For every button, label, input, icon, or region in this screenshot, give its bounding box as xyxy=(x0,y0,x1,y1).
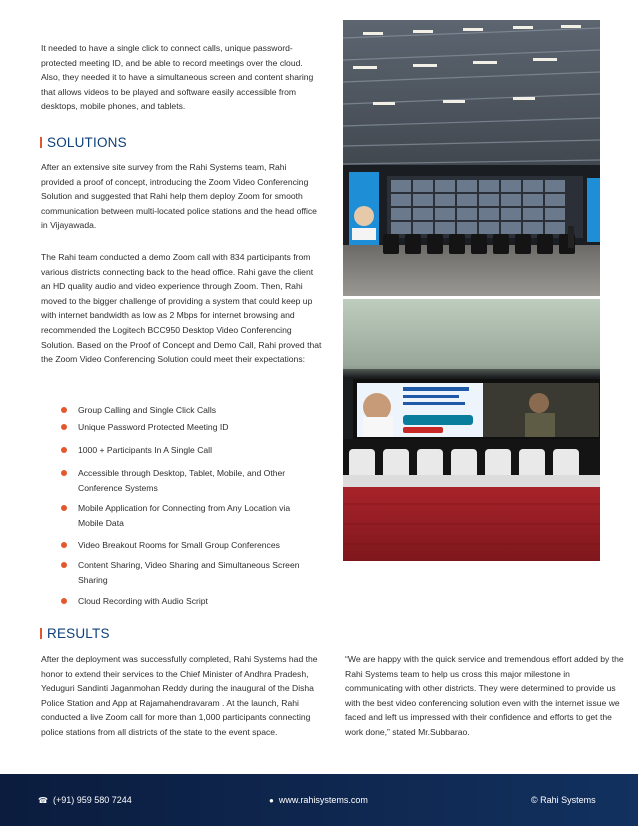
results-heading-text: RESULTS xyxy=(47,626,110,641)
list-item: Group Calling and Single Click Calls xyxy=(61,403,311,418)
globe-icon: ● xyxy=(269,795,274,805)
footer xyxy=(0,774,638,826)
footer-phone[interactable]: ☎ (+91) 959 580 7244 xyxy=(38,795,132,805)
list-item: 1000 + Participants In A Single Call xyxy=(61,443,311,458)
conference-hall-photo xyxy=(343,20,600,296)
stage-event-photo xyxy=(343,299,600,561)
testimonial-quote: “We are happy with the quick service and tremendous effort added by the Rahi Systems team to help us cross this major milestone in communicating with other districts. They were determined to provide us with the best video conferencing solution even with the internet issue we faced and left us impressed with their confidence and efforts to get the work done,” stated Mr.Subbarao. xyxy=(345,654,624,737)
list-item: Unique Password Protected Meeting ID xyxy=(61,420,311,435)
solutions-paragraph-2: The Rahi team conducted a demo Zoom call with 834 participants from various districts connecting back to the head office. Rahi gave the client an HD quality audio and video experience through Zoom. Then, Rahi moved to the bigger challenge of providing a system that could keep up with internet bandwidth as low as 2 Mbps for internet browsing and recommended the Logitech BCC950 Desktop Video Conferencing Solution. Based on the Proof of Concept and Demo Call, Rahi proved that the Zoom Video Conferencing Solution could meet their expectations: xyxy=(41,252,322,365)
phone-icon: ☎ xyxy=(38,795,48,805)
list-item: Cloud Recording with Audio Script xyxy=(61,594,311,609)
bullet-dot-icon xyxy=(61,598,67,604)
solutions-paragraph-1: After an extensive site survey from the Rahi Systems team, Rahi provided a proof of concept, introducing the Zoom Video Conferencing Solution and suggested that Rahi help them deploy Zoom for smooth communication between multi-located police stations and the head office in Vijayawada. xyxy=(41,162,317,231)
footer-website-link[interactable]: ● www.rahisystems.com xyxy=(269,795,368,805)
solutions-heading-text: SOLUTIONS xyxy=(47,135,127,150)
results-heading xyxy=(40,626,110,641)
bullet-dot-icon xyxy=(61,542,67,548)
list-item: Mobile Application for Connecting from Any Location via Mobile Data xyxy=(61,501,311,530)
bullet-dot-icon xyxy=(61,470,67,476)
heading-accent-bar xyxy=(40,137,42,148)
results-paragraph: After the deployment was successfully completed, Rahi Systems had the honor to extend their services to the Chief Minister of Andhra Pradesh, Yeduguri Sandinti Jaganmohan Reddy during the inaugural of the Disha Police Station and App at Rajamahendravaram . At the launch, Rahi conducted a live Zoom call for more than 1,000 participants connecting police stations from all districts of the state to the event space. xyxy=(41,654,318,737)
list-item: Content Sharing, Video Sharing and Simultaneous Screen Sharing xyxy=(61,558,311,587)
intro-paragraph: It needed to have a single click to connect calls, unique password-protected meeting ID, and be able to record meetings over the cloud. Also, they needed it to have a simultaneous screen and content sharing that allows videos to be played and software easily accessible from desktops, mobile phones, and tablets. xyxy=(41,43,314,112)
footer-copyright: © Rahi Systems xyxy=(531,795,596,805)
list-item: Accessible through Desktop, Tablet, Mobile, and Other Conference Systems xyxy=(61,466,311,495)
bullet-dot-icon xyxy=(61,424,67,430)
list-item: Video Breakout Rooms for Small Group Conferences xyxy=(61,538,311,553)
bullet-dot-icon xyxy=(61,562,67,568)
bullet-dot-icon xyxy=(61,447,67,453)
heading-accent-bar xyxy=(40,628,42,639)
solutions-heading xyxy=(40,135,127,150)
bullet-dot-icon xyxy=(61,505,67,511)
bullet-dot-icon xyxy=(61,407,67,413)
